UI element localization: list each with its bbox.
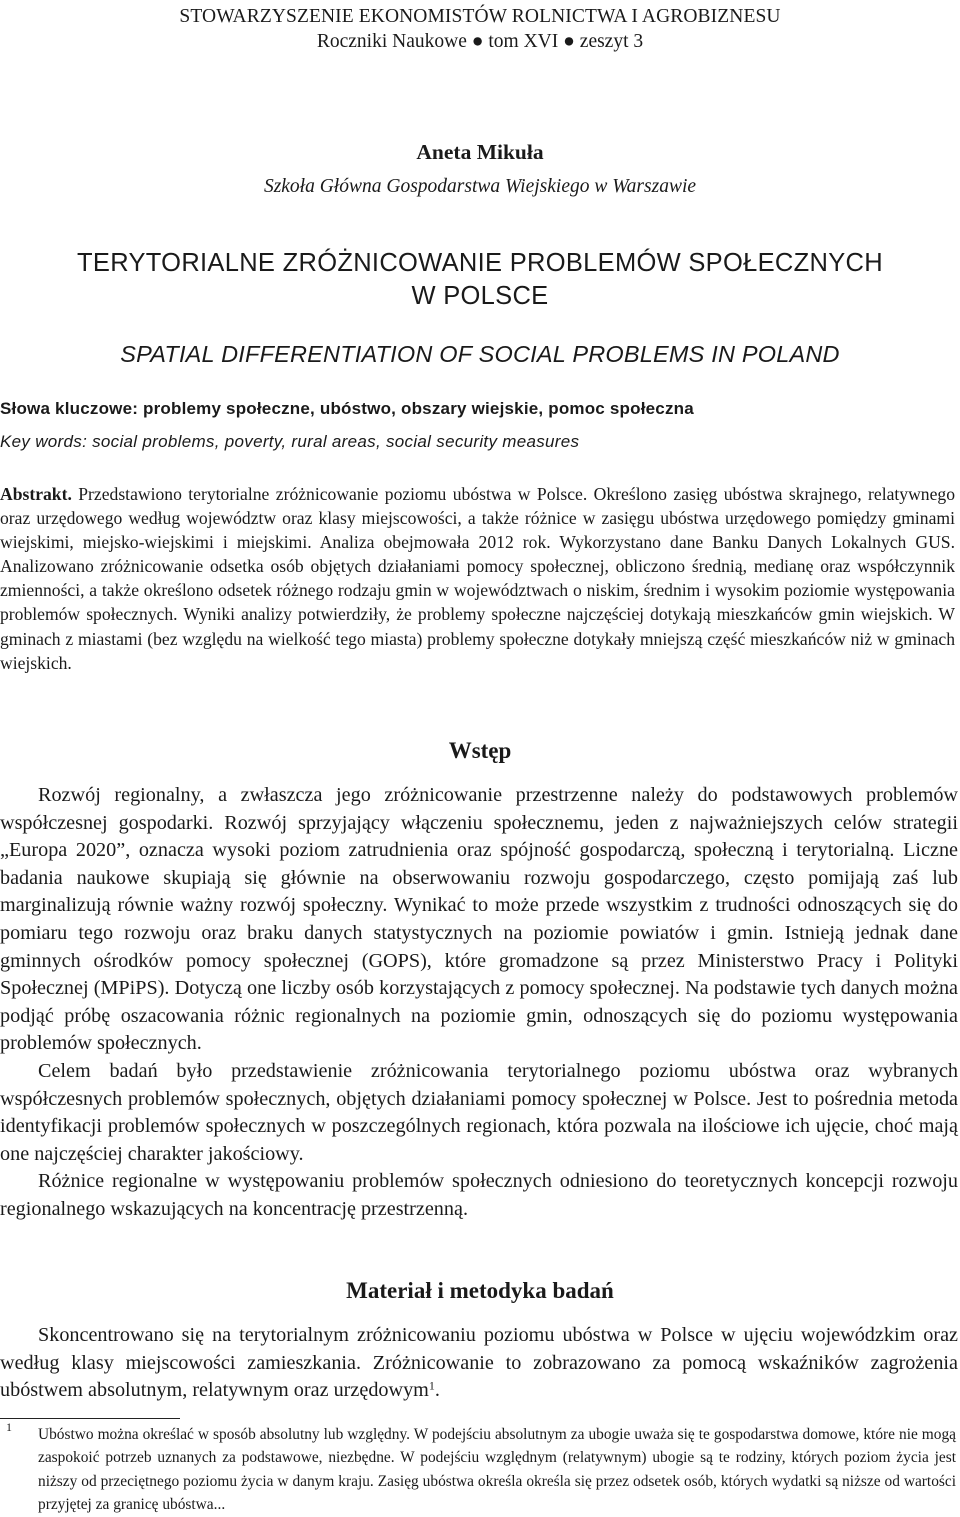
intro-body (0, 782, 958, 1224)
title-polish-line-1: TERYTORIALNE ZRÓŻNICOWANIE PROBLEMÓW SPOŁECZNYCH (77, 249, 883, 277)
methods-paragraph-text: Skoncentrowano się na terytorialnym zróżnicowaniu poziomu ubóstwa w Polsce w ujęciu wojewódzkim oraz według klasy miejscowości zamieszkania. Zróżnicowanie to zobrazowano za pomocą wskaźników zagrożenia ubóstwem absolutnym, relatywnym oraz urzędowym (0, 1324, 958, 1402)
abstract-label: Abstrakt. (0, 484, 72, 504)
author-affiliation: Szkoła Główna Gospodarstwa Wiejskiego w Warszawie (263, 176, 697, 197)
journal-association: STOWARZYSZENIE EKONOMISTÓW ROLNICTWA I AGROBIZNESU (179, 6, 781, 27)
section-heading-methods: Materiał i metodyka badań (346, 1278, 614, 1303)
methods-paragraph (0, 1322, 958, 1405)
footnote-reference[interactable]: 1 (428, 1378, 435, 1393)
section-heading-intro: Wstęp (448, 738, 512, 763)
keywords-polish: Słowa kluczowe: problemy społeczne, ubóstwo, obszary wiejskie, pomoc społeczna (0, 399, 694, 418)
intro-paragraph-3: Różnice regionalne w występowaniu problemów społecznych odniesiono do teoretycznych koncepcji rozwoju regionalnego wskazujących na koncentrację przestrzenną. (0, 1170, 958, 1220)
intro-paragraph-1: Rozwój regionalny, a zwłaszcza jego zróżnicowanie przestrzenne należy do podstawowych problemów współczesnej gospodarki. Rozwój sprzyjający włączeniu społecznemu, jeden z najważniejszych celów strategii „Europa 2020”, oznacza wysoki poziom zatrudnienia oraz spójność gospodarczą, społeczną i terytorialną. Liczne badania naukowe skupiają się głównie na obserwowaniu rozwoju gospodarczego, często pomijają zaś lub marginalizują równie ważny rozwój społeczny. Wynikać to może przede wszystkim z trudności odnoszących się do pomiaru tego rozwoju oraz braku danych statystycznych na poziomie powiatów i gmin. Istnieją jednak dane gminnych ośrodków pomocy społecznej (GOPS), które gromadzone są przez Ministerstwo Pracy i Polityki Społecznej (MPiPS). Dotyczą one liczby osób korzystających z pomocy społecznej. Na podstawie tych danych można podjąć próbę oszacowania różnic regionalnych na poziomie gmin, odnoszących się do poziomu występowania problemów społecznych. (0, 784, 958, 1055)
footnote-number: 1 (6, 1420, 12, 1434)
methods-paragraph-end: . (434, 1379, 440, 1402)
footnote-text: Ubóstwo można określać w sposób absolutny lub względny. W podejściu absolutnym za ubogie uważa się te gospodarstwa domowe, które nie mogą zaspokoić potrzeb uznanych za podstawowe, niezbędne. W podejściu względnym (relatywnym) ubogie są te rodziny, których poziom życia jest niższy od przeciętnego poziomu życia w danym kraju. Zasięg ubóstwa określa określa się przez odsetek osób, których wydatki są niższe od wartości przyjętej za granicę ubóstwa... (38, 1426, 956, 1513)
intro-paragraph-2: Celem badań było przedstawienie zróżnicowania terytorialnego poziomu ubóstwa oraz wybranych współczesnych problemów społecznych, objętych działaniami pomocy społecznej w Polsce. Jest to pośrednia metoda identyfikacji problemów społecznych w poszczególnych regionach, która pozwala na ilościowe ich ujęcie, choć mają one najczęściej charakter jakościowy. (0, 1059, 958, 1165)
footnote-divider (0, 1418, 180, 1419)
journal-series: Roczniki Naukowe ● tom XVI ● zeszyt 3 (316, 31, 644, 52)
title-polish (0, 247, 960, 313)
abstract-text: Przedstawiono terytorialne zróżnicowanie poziomu ubóstwa w Polsce. Określono zasięg ubóstwa skrajnego, relatywnego oraz urzędowego według województw oraz klasy miejscowości, a także różnice w zasięgu ubóstwa urzędowego pomiędzy gminami wiejskimi, miejsko-wiejskimi i miejskimi. Analiza obejmowała 2012 rok. Wykorzystano dane Banku Danych Lokalnych GUS. Analizowano zróżnicowanie odsetka osób objętych działaniami pomocy społecznej, obliczono średnią, medianę oraz współczynnik zmienności, a także określono odsetek różnego rodzaju gmin w województwach o niskim, średnim i wysokim poziomie występowania problemów społecznych. Wyniki analizy potwierdziły, że problemy społeczne najczęściej dotykają mieszkańców gmin wiejskich. W gminach z miastami (bez względu na wielkość tego miasta) problemy społeczne dotykały mniejszą część mieszkańców niż w gminach wiejskich. (0, 484, 955, 673)
abstract (0, 482, 955, 675)
keywords-english: Key words: social problems, poverty, rural areas, social security measures (0, 432, 580, 451)
author-name: Aneta Mikuła (416, 140, 544, 164)
title-polish-line-2: W POLSCE (411, 282, 549, 310)
methods-body (0, 1322, 958, 1405)
title-english: SPATIAL DIFFERENTIATION OF SOCIAL PROBLEMS IN POLAND (120, 341, 840, 367)
